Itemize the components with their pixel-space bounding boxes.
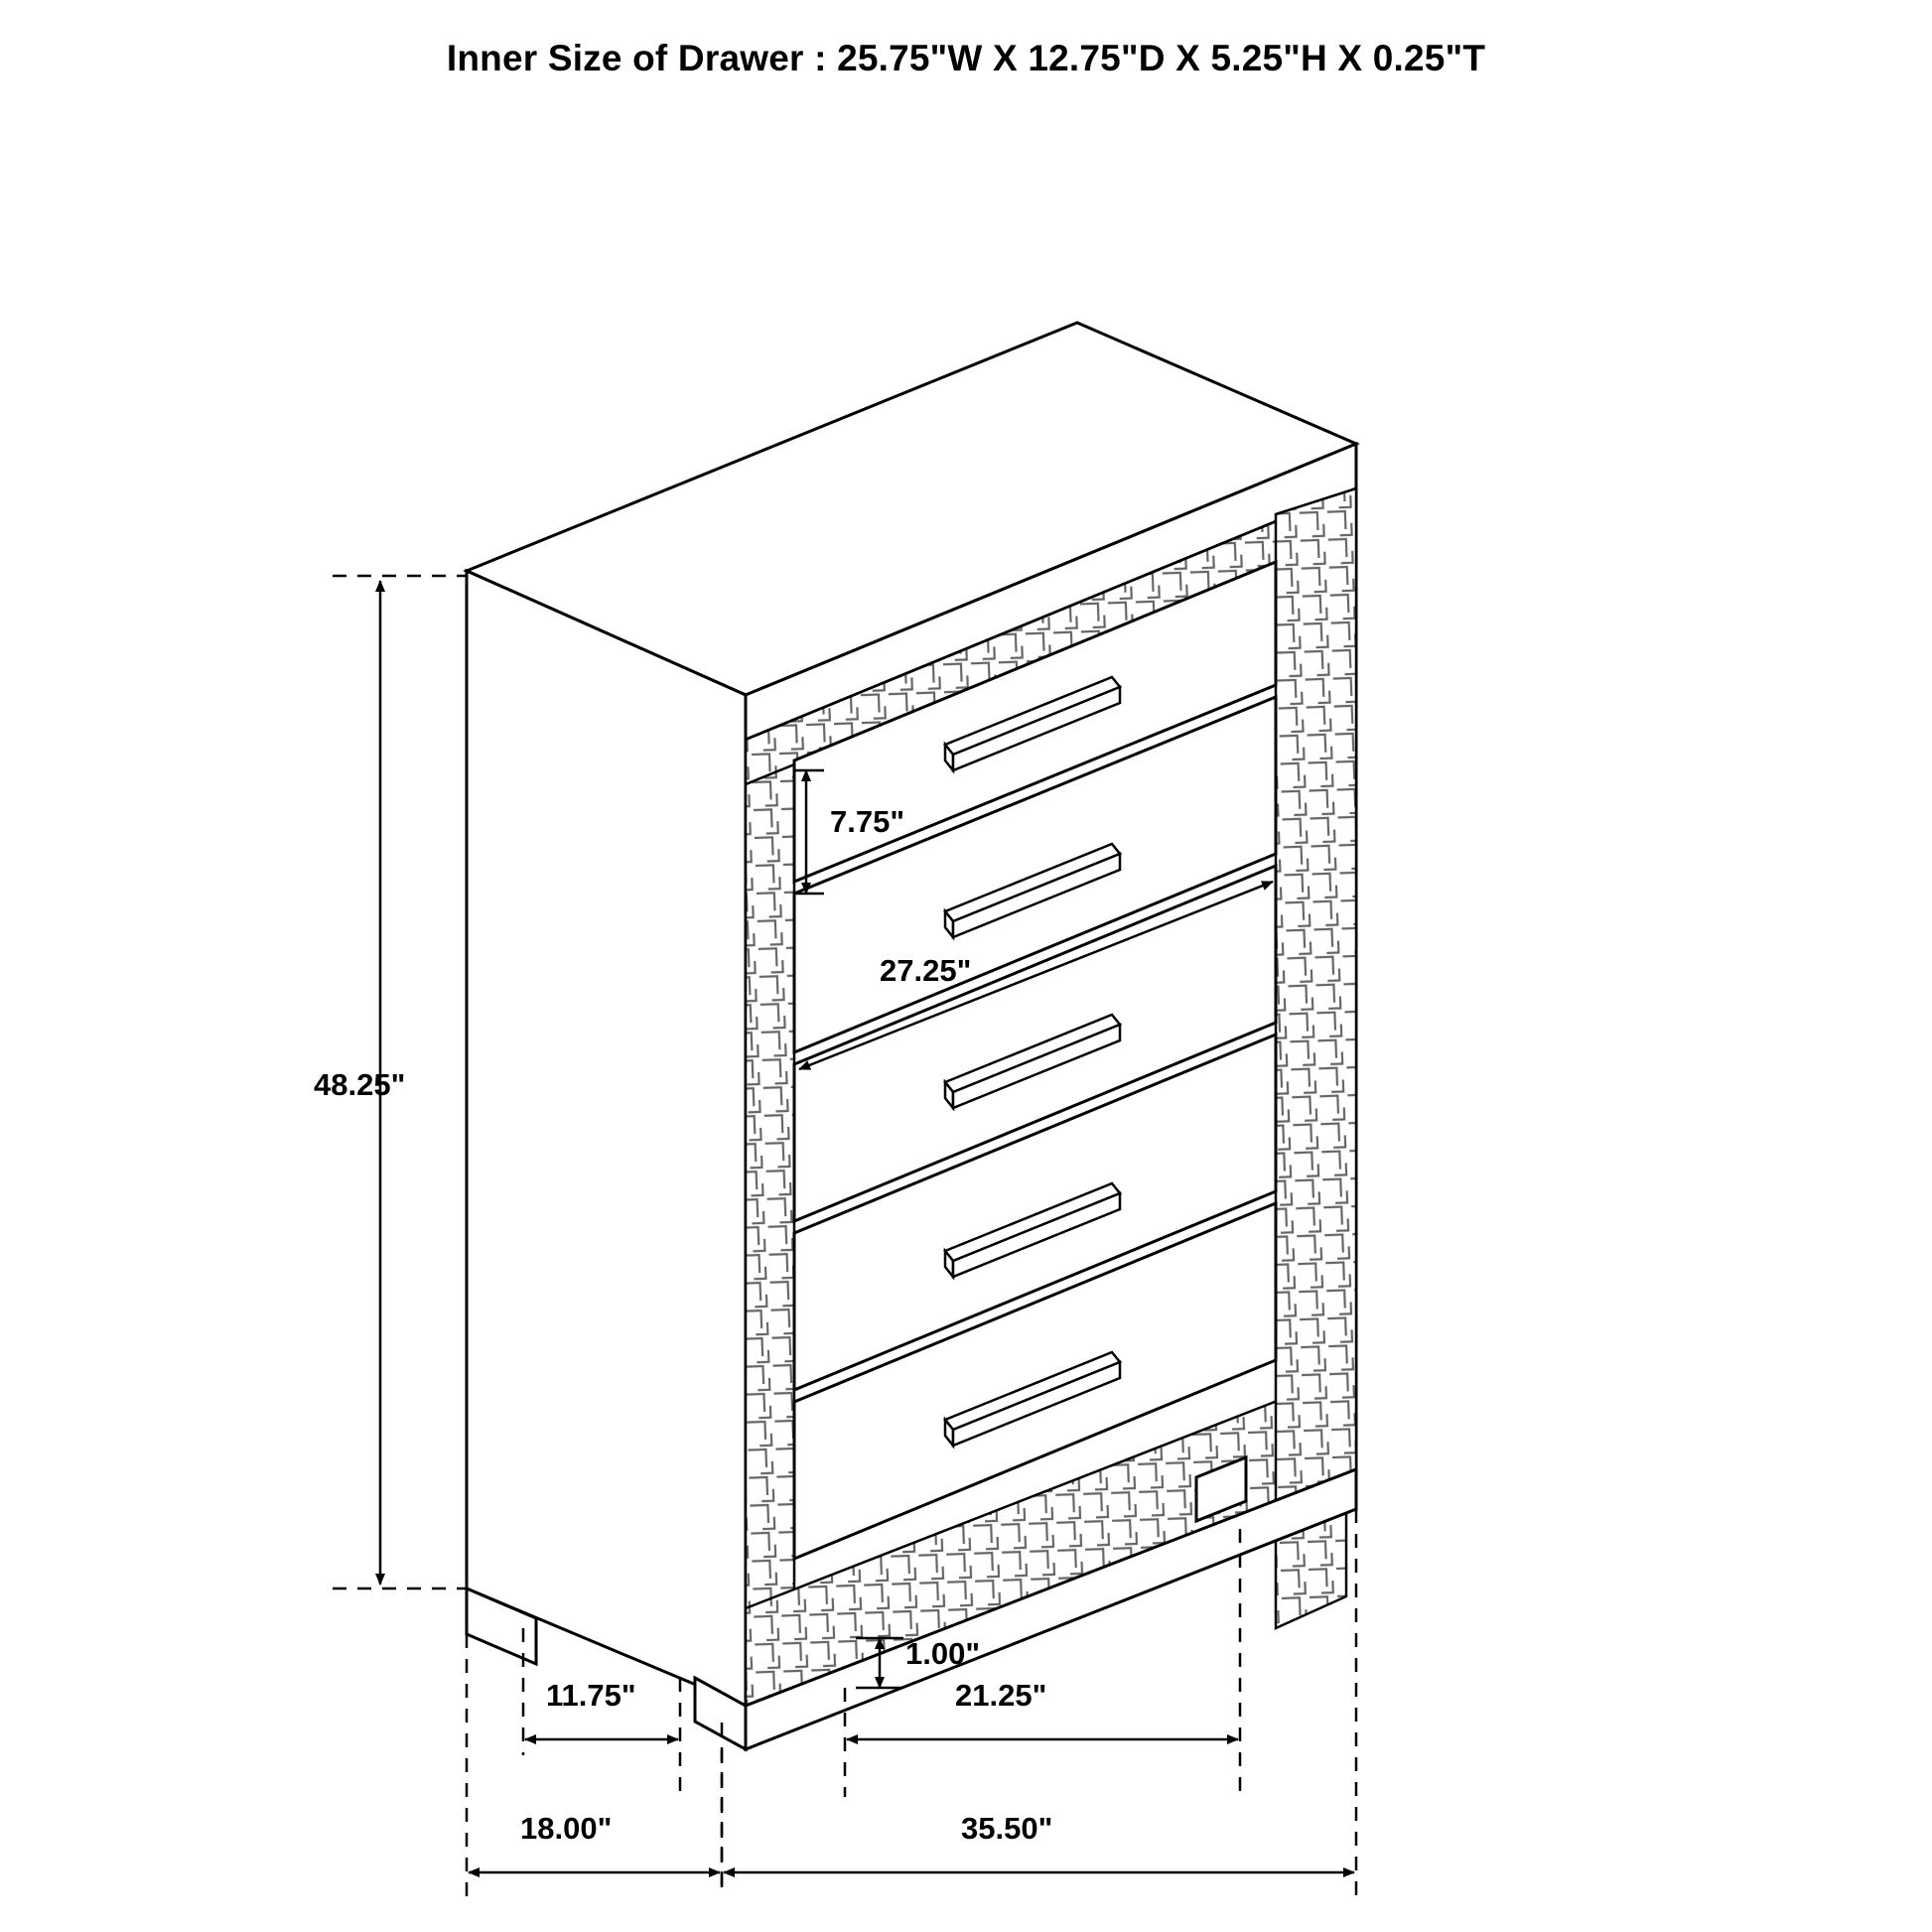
front-frame-right-strip — [1276, 488, 1356, 1541]
dim-label-foot-height: 1.00" — [905, 1636, 981, 1671]
dim-label-width-total: 35.50" — [961, 1811, 1053, 1846]
dim-label-drawer-face-height: 7.75" — [830, 804, 905, 839]
dim-label-drawer-face-width: 27.25" — [880, 953, 972, 988]
dim-label-side-depth: 11.75" — [546, 1678, 636, 1713]
dim-label-front-inner-width: 21.25" — [955, 1678, 1047, 1713]
dim-label-height-total: 48.25" — [314, 1067, 406, 1102]
page-title: Inner Size of Drawer : 25.75"W X 12.75"D X 5.25"H X 0.25"T — [446, 38, 1486, 78]
left-side-panel — [467, 571, 746, 1706]
chest-geometry — [467, 323, 1356, 1749]
dim-label-depth-total: 18.00" — [520, 1811, 613, 1846]
front-frame-left-strip — [746, 740, 794, 1706]
